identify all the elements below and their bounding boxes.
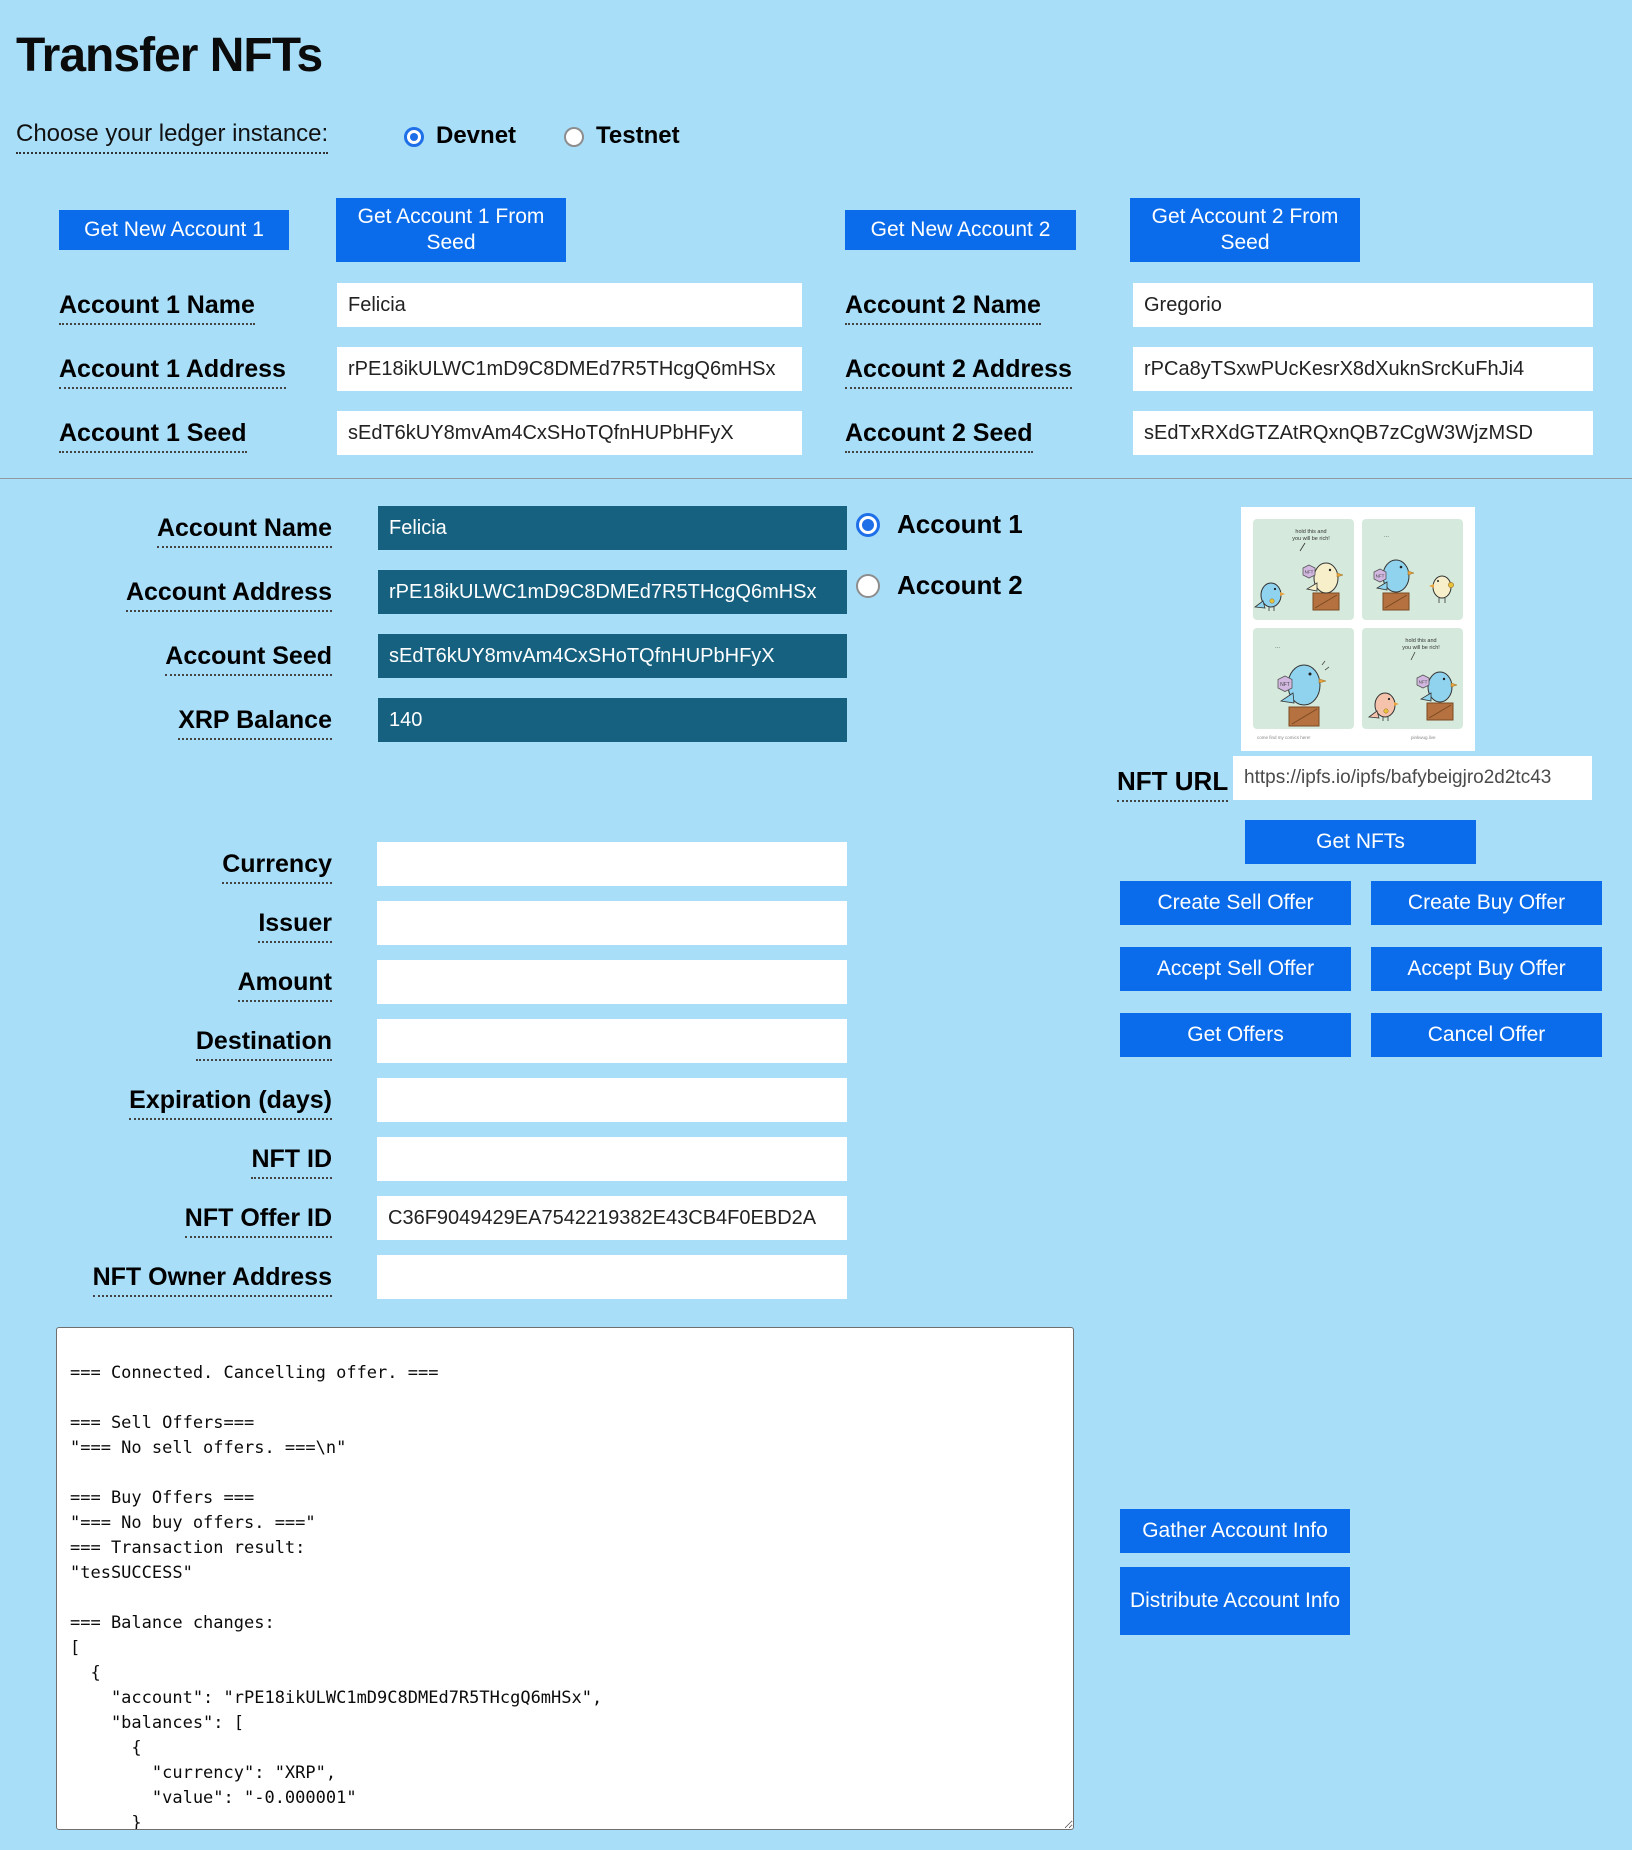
- testnet-label[interactable]: Testnet: [596, 122, 680, 149]
- get-new-account2-button[interactable]: Get New Account 2: [845, 210, 1076, 250]
- account2-name-label: Account 2 Name: [845, 291, 1041, 320]
- account1-address-label: Account 1 Address: [59, 355, 286, 384]
- get-account2-from-seed-button[interactable]: Get Account 2 From Seed: [1130, 198, 1360, 262]
- create-sell-offer-button[interactable]: Create Sell Offer: [1120, 881, 1351, 925]
- nft-offer-id-input[interactable]: [377, 1196, 847, 1240]
- get-offers-button[interactable]: Get Offers: [1120, 1013, 1351, 1057]
- svg-text:you will be rich!: you will be rich!: [1402, 645, 1440, 651]
- account2-address-input[interactable]: [1133, 347, 1593, 391]
- get-new-account1-button[interactable]: Get New Account 1: [59, 210, 289, 250]
- expiration-input[interactable]: [377, 1078, 847, 1122]
- account-address-field: rPE18ikULWC1mD9C8DMEd7R5THcgQ6mHSx: [378, 570, 847, 614]
- svg-text:NFT: NFT: [1280, 682, 1290, 688]
- nft-comic-image: [1241, 507, 1475, 751]
- account2-seed-input[interactable]: [1133, 411, 1593, 455]
- account2-select-label[interactable]: Account 2: [897, 570, 1023, 600]
- account2-name-input[interactable]: [1133, 283, 1593, 327]
- svg-text:NFT: NFT: [1375, 573, 1385, 579]
- svg-text:...: ...: [1275, 644, 1281, 650]
- section-divider: [0, 478, 1632, 479]
- svg-text:you will be rich!: you will be rich!: [1292, 536, 1330, 542]
- account-address-label: Account Address: [0, 578, 332, 607]
- xrp-balance-label: XRP Balance: [0, 706, 332, 735]
- testnet-radio[interactable]: [564, 127, 584, 147]
- account1-select-radio[interactable]: [856, 513, 880, 537]
- svg-text:NFT: NFT: [1304, 569, 1314, 575]
- svg-text:hold this and: hold this and: [1405, 638, 1437, 644]
- issuer-input[interactable]: [377, 901, 847, 945]
- nft-url-label: NFT URL: [1117, 766, 1228, 797]
- amount-input[interactable]: [377, 960, 847, 1004]
- svg-text:...: ...: [1384, 533, 1390, 539]
- currency-input[interactable]: [377, 842, 847, 886]
- svg-text:hold this and: hold this and: [1295, 529, 1327, 535]
- account2-seed-label: Account 2 Seed: [845, 419, 1033, 448]
- account2-select-radio[interactable]: [856, 574, 880, 598]
- nft-id-input[interactable]: [377, 1137, 847, 1181]
- destination-input[interactable]: [377, 1019, 847, 1063]
- distribute-account-info-button[interactable]: Distribute Account Info: [1120, 1567, 1350, 1635]
- get-nfts-button[interactable]: Get NFTs: [1245, 820, 1476, 864]
- account1-seed-label: Account 1 Seed: [59, 419, 247, 448]
- ledger-instance-label: Choose your ledger instance:: [16, 120, 328, 148]
- nft-id-label: NFT ID: [0, 1145, 332, 1174]
- nft-owner-address-input[interactable]: [377, 1255, 847, 1299]
- amount-label: Amount: [0, 968, 332, 997]
- account1-seed-input[interactable]: [337, 411, 802, 455]
- xrp-balance-field: 140: [378, 698, 847, 742]
- devnet-radio[interactable]: [404, 127, 424, 147]
- issuer-label: Issuer: [0, 909, 332, 938]
- destination-label: Destination: [0, 1027, 332, 1056]
- account1-name-label: Account 1 Name: [59, 291, 255, 320]
- svg-text:pinkwug.live: pinkwug.live: [1411, 735, 1436, 740]
- svg-text:come find my comics here!: come find my comics here!: [1257, 735, 1311, 740]
- page-title: Transfer NFTs: [16, 29, 323, 82]
- accept-buy-offer-button[interactable]: Accept Buy Offer: [1371, 947, 1602, 991]
- nft-offer-id-label: NFT Offer ID: [0, 1204, 332, 1233]
- account1-address-input[interactable]: [337, 347, 802, 391]
- nft-owner-address-label: NFT Owner Address: [0, 1263, 332, 1292]
- nft-url-input[interactable]: [1233, 756, 1592, 800]
- account1-select-label[interactable]: Account 1: [897, 509, 1023, 539]
- currency-label: Currency: [0, 850, 332, 879]
- account2-address-label: Account 2 Address: [845, 355, 1072, 384]
- accept-sell-offer-button[interactable]: Accept Sell Offer: [1120, 947, 1351, 991]
- account-seed-label: Account Seed: [0, 642, 332, 671]
- create-buy-offer-button[interactable]: Create Buy Offer: [1371, 881, 1602, 925]
- account-name-label: Account Name: [0, 514, 332, 543]
- gather-account-info-button[interactable]: Gather Account Info: [1120, 1509, 1350, 1553]
- results-textarea[interactable]: [56, 1327, 1074, 1830]
- devnet-label[interactable]: Devnet: [436, 122, 517, 149]
- svg-text:NFT: NFT: [1418, 679, 1428, 685]
- account1-name-input[interactable]: [337, 283, 802, 327]
- cancel-offer-button[interactable]: Cancel Offer: [1371, 1013, 1602, 1057]
- get-account1-from-seed-button[interactable]: Get Account 1 From Seed: [336, 198, 566, 262]
- account-name-field: Felicia: [378, 506, 847, 550]
- account-seed-field: sEdT6kUY8mvAm4CxSHoTQfnHUPbHFyX: [378, 634, 847, 678]
- expiration-label: Expiration (days): [0, 1086, 332, 1115]
